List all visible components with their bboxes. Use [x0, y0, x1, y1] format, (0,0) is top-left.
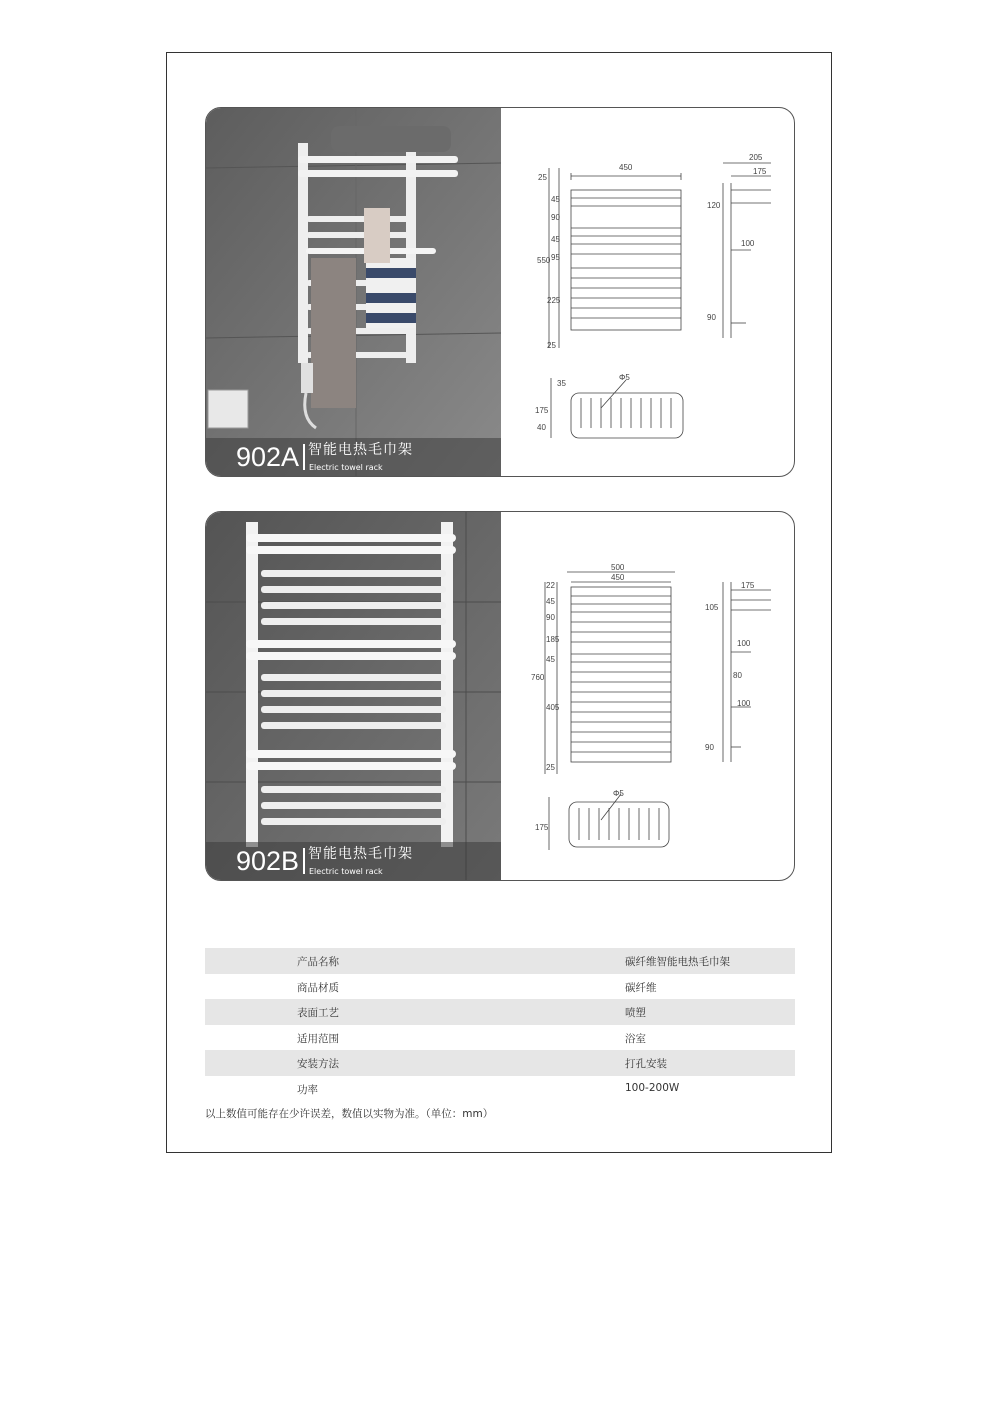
caption-bar — [206, 438, 501, 476]
technical-drawing-902a — [501, 108, 795, 476]
dim-side-100a: 100 — [737, 639, 751, 648]
dim-height: 550 — [537, 256, 551, 265]
dim-width: 450 — [611, 573, 625, 582]
dim-top-175: 175 — [535, 406, 549, 415]
spec-key: 表面工艺 — [297, 1007, 339, 1019]
dim-top-35: 35 — [557, 379, 566, 388]
dim-top-175: 175 — [535, 823, 549, 832]
caption-bar — [206, 842, 501, 880]
spec-table — [205, 948, 795, 1101]
dim-side-100b: 100 — [737, 699, 751, 708]
dim-side-105: 105 — [705, 603, 719, 612]
product-title-en: Electric towel rack — [309, 463, 383, 472]
spec-value: 碳纤维智能电热毛巾架 — [625, 956, 730, 968]
dim-side-90: 90 — [707, 313, 716, 322]
dim-d6: 405 — [546, 703, 560, 712]
model-number: 902A — [236, 442, 300, 472]
product-title-en: Electric towel rack — [309, 867, 383, 876]
dim-d3: 90 — [546, 613, 555, 622]
product-photo-902b — [206, 512, 501, 880]
table-row — [205, 1050, 795, 1076]
product-card-902a — [205, 107, 795, 477]
dim-g2: 90 — [551, 213, 560, 222]
spec-key: 功率 — [297, 1083, 318, 1096]
spec-key: 安装方法 — [297, 1058, 339, 1070]
dim-lower: 225 — [547, 296, 561, 305]
dim-top-d: Φ5 — [619, 373, 630, 382]
dim-d4: 185 — [546, 635, 560, 644]
spec-value: 碳纤维 — [625, 981, 657, 994]
dim-g1: 45 — [551, 195, 560, 204]
dim-side-100: 100 — [741, 239, 755, 248]
product-card-902b — [205, 511, 795, 881]
dim-outer: 500 — [611, 563, 625, 572]
spec-key: 产品名称 — [297, 956, 339, 968]
dim-d2: 45 — [546, 597, 555, 606]
dim-d7: 25 — [546, 763, 555, 772]
dim-side-175: 175 — [741, 581, 755, 590]
model-number: 902B — [236, 846, 300, 876]
table-row — [205, 948, 795, 974]
dim-top-d: Φ5 — [613, 789, 624, 798]
spec-value: 喷塑 — [625, 1007, 646, 1019]
product-photo-902a — [206, 108, 501, 476]
dim-top-40: 40 — [537, 423, 546, 432]
table-row — [205, 999, 795, 1025]
dim-g4: 95 — [551, 253, 560, 262]
dim-side-w: 205 — [749, 153, 763, 162]
dim-d1: 22 — [546, 581, 555, 590]
dim-side-120: 120 — [707, 201, 721, 210]
spec-value: 100-200W — [625, 1081, 680, 1094]
footnote: 以上数值可能存在少许误差，数值以实物为准。（单位：mm） — [205, 1108, 494, 1120]
caption-divider — [303, 444, 305, 470]
spec-value: 浴室 — [625, 1032, 646, 1045]
table-row — [205, 1076, 795, 1102]
dim-bottom: 25 — [547, 341, 556, 350]
technical-drawing-902b — [501, 512, 795, 880]
table-row — [205, 974, 795, 1000]
dim-side-175: 175 — [753, 167, 767, 176]
dim-height: 760 — [531, 673, 545, 682]
spec-value: 打孔安装 — [625, 1058, 667, 1070]
product-title-cn: 智能电热毛巾架 — [308, 846, 413, 862]
dim-width: 450 — [619, 163, 633, 172]
dim-g3: 45 — [551, 235, 560, 244]
caption-divider — [303, 848, 305, 874]
table-row — [205, 1025, 795, 1051]
product-title-cn: 智能电热毛巾架 — [308, 442, 413, 458]
dim-d5: 45 — [546, 655, 555, 664]
dim-top-pitch: 25 — [538, 173, 547, 182]
spec-key: 商品材质 — [297, 981, 339, 994]
spec-key: 适用范围 — [297, 1032, 339, 1045]
dim-side-80: 80 — [733, 671, 742, 680]
dim-side-90: 90 — [705, 743, 714, 752]
